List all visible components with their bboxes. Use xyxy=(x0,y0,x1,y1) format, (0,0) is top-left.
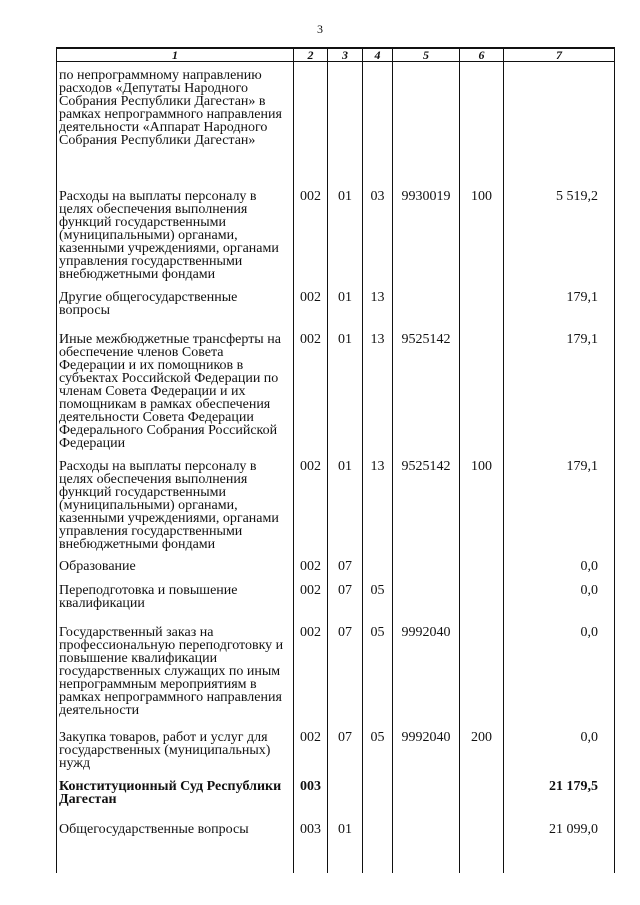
row-expense-type xyxy=(460,281,504,323)
row-description: Образование xyxy=(57,551,294,575)
row-target-code xyxy=(393,281,460,323)
row-amount: 179,1 xyxy=(504,450,615,551)
row-ministry-code xyxy=(294,62,328,181)
row-expense-type: 100 xyxy=(460,450,504,551)
table-row xyxy=(57,450,615,551)
row-target-code xyxy=(393,62,460,181)
table-row xyxy=(57,813,615,873)
header-col-6: 6 xyxy=(460,48,504,62)
header-col-3: 3 xyxy=(328,48,363,62)
row-ministry-code: 002 xyxy=(294,575,328,616)
row-expense-type xyxy=(460,323,504,450)
header-col-1: 1 xyxy=(57,48,294,62)
row-target-code: 9525142 xyxy=(393,450,460,551)
row-subsection-code: 05 xyxy=(363,575,393,616)
table-row xyxy=(57,551,615,575)
row-section-code: 01 xyxy=(328,281,363,323)
row-description: Общегосударственные вопросы xyxy=(57,813,294,873)
header-col-2: 2 xyxy=(294,48,328,62)
row-amount: 0,0 xyxy=(504,616,615,721)
table-row xyxy=(57,180,615,281)
row-ministry-code: 002 xyxy=(294,180,328,281)
row-amount: 0,0 xyxy=(504,721,615,770)
row-target-code: 9930019 xyxy=(393,180,460,281)
page-number: 3 xyxy=(317,22,323,36)
row-subsection-code: 03 xyxy=(363,180,393,281)
row-section-code xyxy=(328,62,363,181)
row-description: Закупка товаров, работ и услуг для государственных (муниципальных) нужд xyxy=(57,721,294,770)
row-description: Конституционный Суд Республики Дагестан xyxy=(57,770,294,813)
row-subsection-code: 05 xyxy=(363,616,393,721)
row-amount: 179,1 xyxy=(504,281,615,323)
row-ministry-code: 002 xyxy=(294,616,328,721)
table-row xyxy=(57,323,615,450)
row-subsection-code xyxy=(363,813,393,873)
row-section-code: 01 xyxy=(328,450,363,551)
table-header-row xyxy=(57,48,615,62)
row-ministry-code: 002 xyxy=(294,281,328,323)
row-ministry-code: 002 xyxy=(294,450,328,551)
table-row xyxy=(57,721,615,770)
row-subsection-code: 05 xyxy=(363,721,393,770)
row-expense-type xyxy=(460,575,504,616)
row-ministry-code: 003 xyxy=(294,813,328,873)
row-subsection-code xyxy=(363,551,393,575)
table-row xyxy=(57,616,615,721)
row-section-code: 07 xyxy=(328,721,363,770)
row-amount: 0,0 xyxy=(504,575,615,616)
budget-table-container xyxy=(56,47,614,892)
row-target-code: 9525142 xyxy=(393,323,460,450)
row-subsection-code: 13 xyxy=(363,450,393,551)
row-expense-type xyxy=(460,770,504,813)
row-amount: 21 179,5 xyxy=(504,770,615,813)
table-row xyxy=(57,575,615,616)
row-target-code xyxy=(393,575,460,616)
row-description: Иные межбюджетные трансферты на обеспечение членов Совета Федерации и их помощников в субъектах Российской Федерации по членам Совета Федерации и их помощникам в рамках обеспечения деятельности Совета Федерации Федерального Собрания Российской Федерации xyxy=(57,323,294,450)
row-target-code xyxy=(393,551,460,575)
row-ministry-code: 003 xyxy=(294,770,328,813)
row-amount: 179,1 xyxy=(504,323,615,450)
header-col-4: 4 xyxy=(363,48,393,62)
row-ministry-code: 002 xyxy=(294,551,328,575)
row-subsection-code xyxy=(363,62,393,181)
row-description: Расходы на выплаты персоналу в целях обеспечения выполнения функций государственными (муниципальными) органами, казенными учреждениями, органами управления государственными внебюджетными фондами xyxy=(57,180,294,281)
row-section-code: 07 xyxy=(328,551,363,575)
row-target-code: 9992040 xyxy=(393,721,460,770)
row-description: Расходы на выплаты персоналу в целях обеспечения выполнения функций государственными (муниципальными) органами, казенными учреждениями, органами управления государственными внебюджетными фондами xyxy=(57,450,294,551)
row-target-code xyxy=(393,770,460,813)
row-amount xyxy=(504,62,615,181)
row-ministry-code: 002 xyxy=(294,323,328,450)
row-ministry-code: 002 xyxy=(294,721,328,770)
row-description: по непрограммному направлению расходов «Депутаты Народного Собрания Республики Дагестан» в рамках непрограммного направления деятельности «Аппарат Народного Собрания Республики Дагестан» xyxy=(57,62,294,181)
row-section-code: 01 xyxy=(328,323,363,450)
row-amount: 21 099,0 xyxy=(504,813,615,873)
table-row xyxy=(57,281,615,323)
row-amount: 5 519,2 xyxy=(504,180,615,281)
row-expense-type: 100 xyxy=(460,180,504,281)
row-expense-type xyxy=(460,62,504,181)
header-col-5: 5 xyxy=(393,48,460,62)
row-expense-type xyxy=(460,551,504,575)
row-expense-type xyxy=(460,813,504,873)
row-description: Другие общегосударственные вопросы xyxy=(57,281,294,323)
row-subsection-code: 13 xyxy=(363,323,393,450)
row-section-code xyxy=(328,770,363,813)
row-target-code xyxy=(393,813,460,873)
budget-table xyxy=(56,47,615,873)
row-target-code: 9992040 xyxy=(393,616,460,721)
row-subsection-code xyxy=(363,770,393,813)
row-section-code: 07 xyxy=(328,575,363,616)
row-section-code: 07 xyxy=(328,616,363,721)
row-section-code: 01 xyxy=(328,180,363,281)
row-expense-type xyxy=(460,616,504,721)
row-expense-type: 200 xyxy=(460,721,504,770)
row-description: Государственный заказ на профессиональную переподготовку и повышение квалификации государственных служащих по иным непрограммным мероприятиям в рамках непрограммного направления деятельности xyxy=(57,616,294,721)
table-row xyxy=(57,770,615,813)
row-amount: 0,0 xyxy=(504,551,615,575)
row-subsection-code: 13 xyxy=(363,281,393,323)
row-section-code: 01 xyxy=(328,813,363,873)
table-row xyxy=(57,62,615,181)
row-description: Переподготовка и повышение квалификации xyxy=(57,575,294,616)
header-col-7: 7 xyxy=(504,48,615,62)
